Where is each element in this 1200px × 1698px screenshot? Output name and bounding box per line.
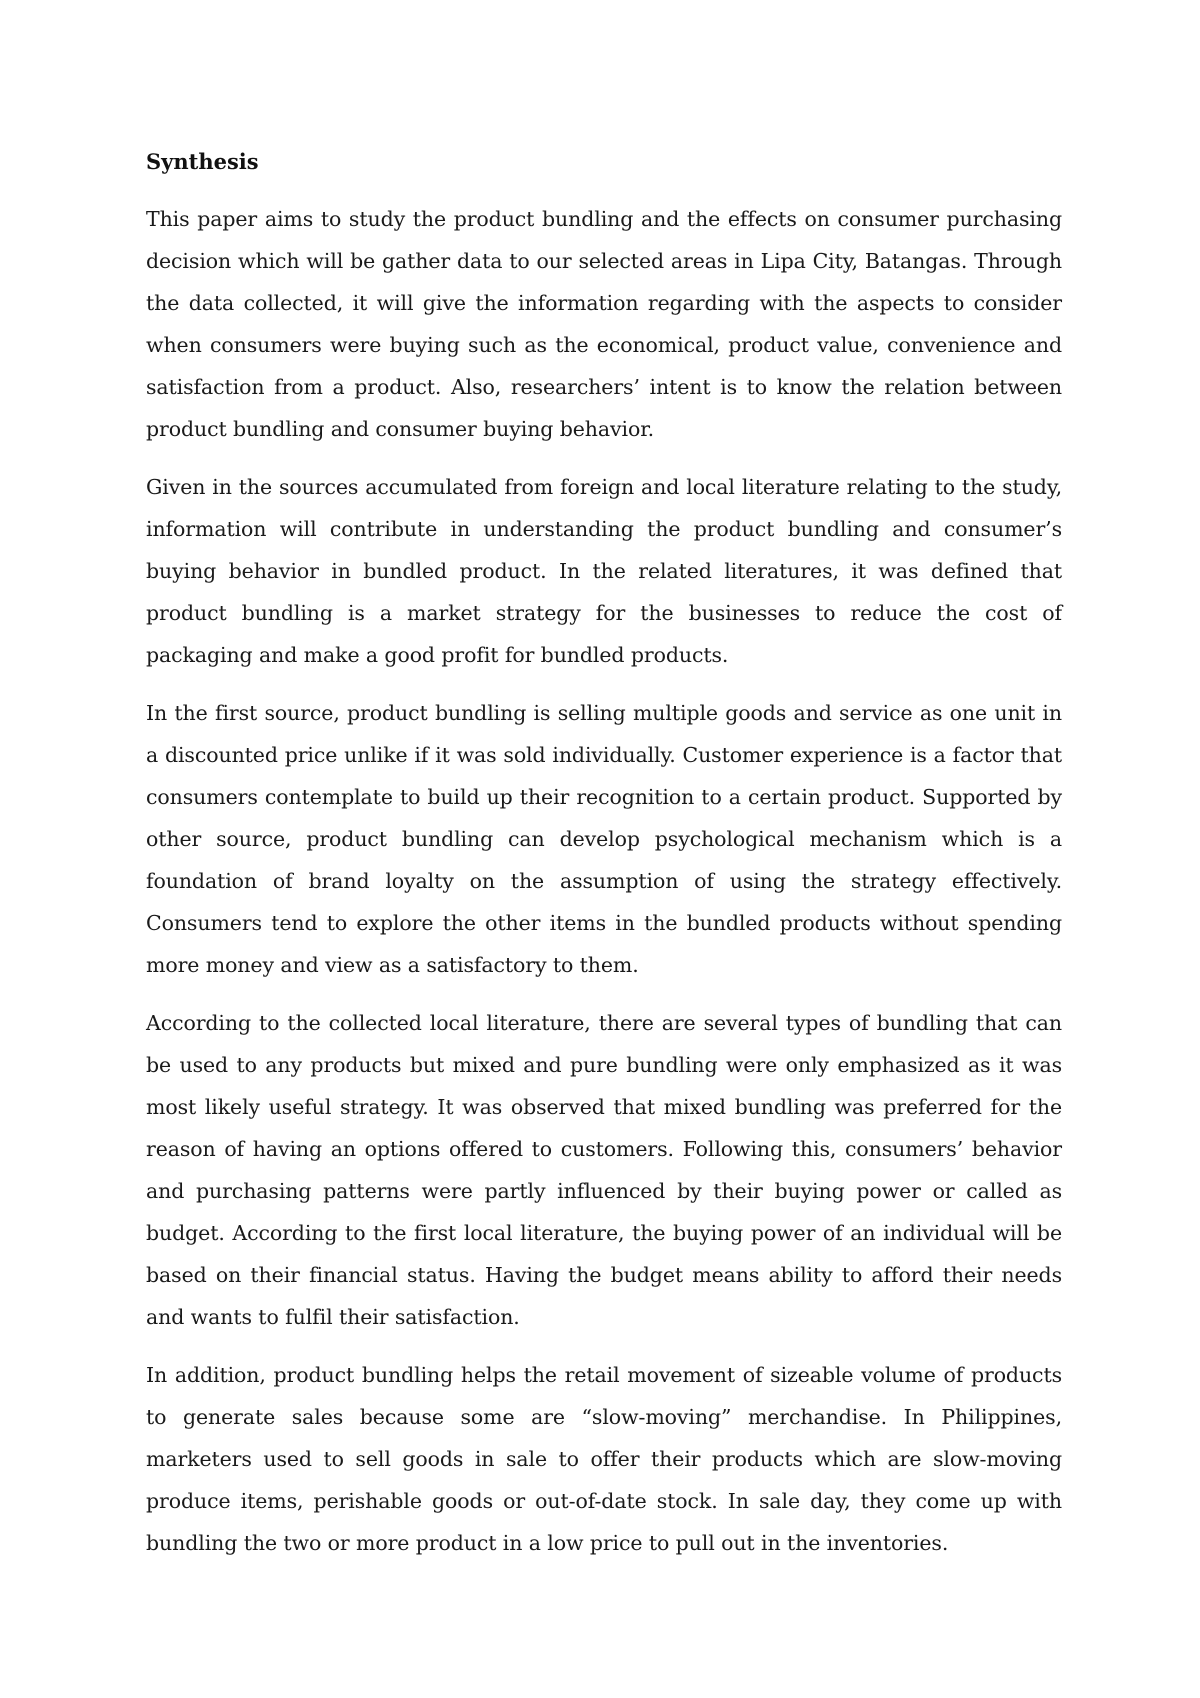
paragraph-5: In addition, product bundling helps the retail movement of sizeable volume of products to generate sales because some are “slow-moving” merchandise. In Philippines, marketers used to sell goods in sale to offer their products which are slow-moving produce items, perishable goods or out-of-date stock. In sale day, they come up with bundling the two or more product in a low price to pull out in the inventories. [146,1363,1062,1555]
paragraph-2: Given in the sources accumulated from foreign and local literature relating to the study, information will contribute in understanding the product bundling and consumer’s buying behavior in bundled product. In the related literatures, it was defined that product bundling is a market strategy for the businesses to reduce the cost of packaging and make a good profit for bundled products. [146,475,1062,667]
paragraph-4: According to the collected local literature, there are several types of bundling that can be used to any products but mixed and pure bundling were only emphasized as it was most likely useful strategy. It was observed that mixed bundling was preferred for the reason of having an options offered to customers. Following this, consumers’ behavior and purchasing patterns were partly influenced by their buying power or called as budget. According to the first local literature, the buying power of an individual will be based on their financial status. Having the budget means ability to afford their needs and wants to fulfil their satisfaction. [146,1011,1062,1329]
section-heading: Synthesis [146,149,259,174]
paragraph-1: This paper aims to study the product bundling and the effects on consumer purchasing decision which will be gather data to our selected areas in Lipa City, Batangas. Through the data collected, it will give the information regarding with the aspects to consider when consumers were buying such as the economical, product value, convenience and satisfaction from a product. Also, researchers’ intent is to know the relation between product bundling and consumer buying behavior. [146,207,1062,441]
paragraph-3: In the first source, product bundling is selling multiple goods and service as one unit in a discounted price unlike if it was sold individually. Customer experience is a factor that consumers contemplate to build up their recognition to a certain product. Supported by other source, product bundling can develop psychological mechanism which is a foundation of brand loyalty on the assumption of using the strategy effectively. Consumers tend to explore the other items in the bundled products without spending more money and view as a satisfactory to them. [146,701,1062,977]
document-body [146,142,1062,1580]
